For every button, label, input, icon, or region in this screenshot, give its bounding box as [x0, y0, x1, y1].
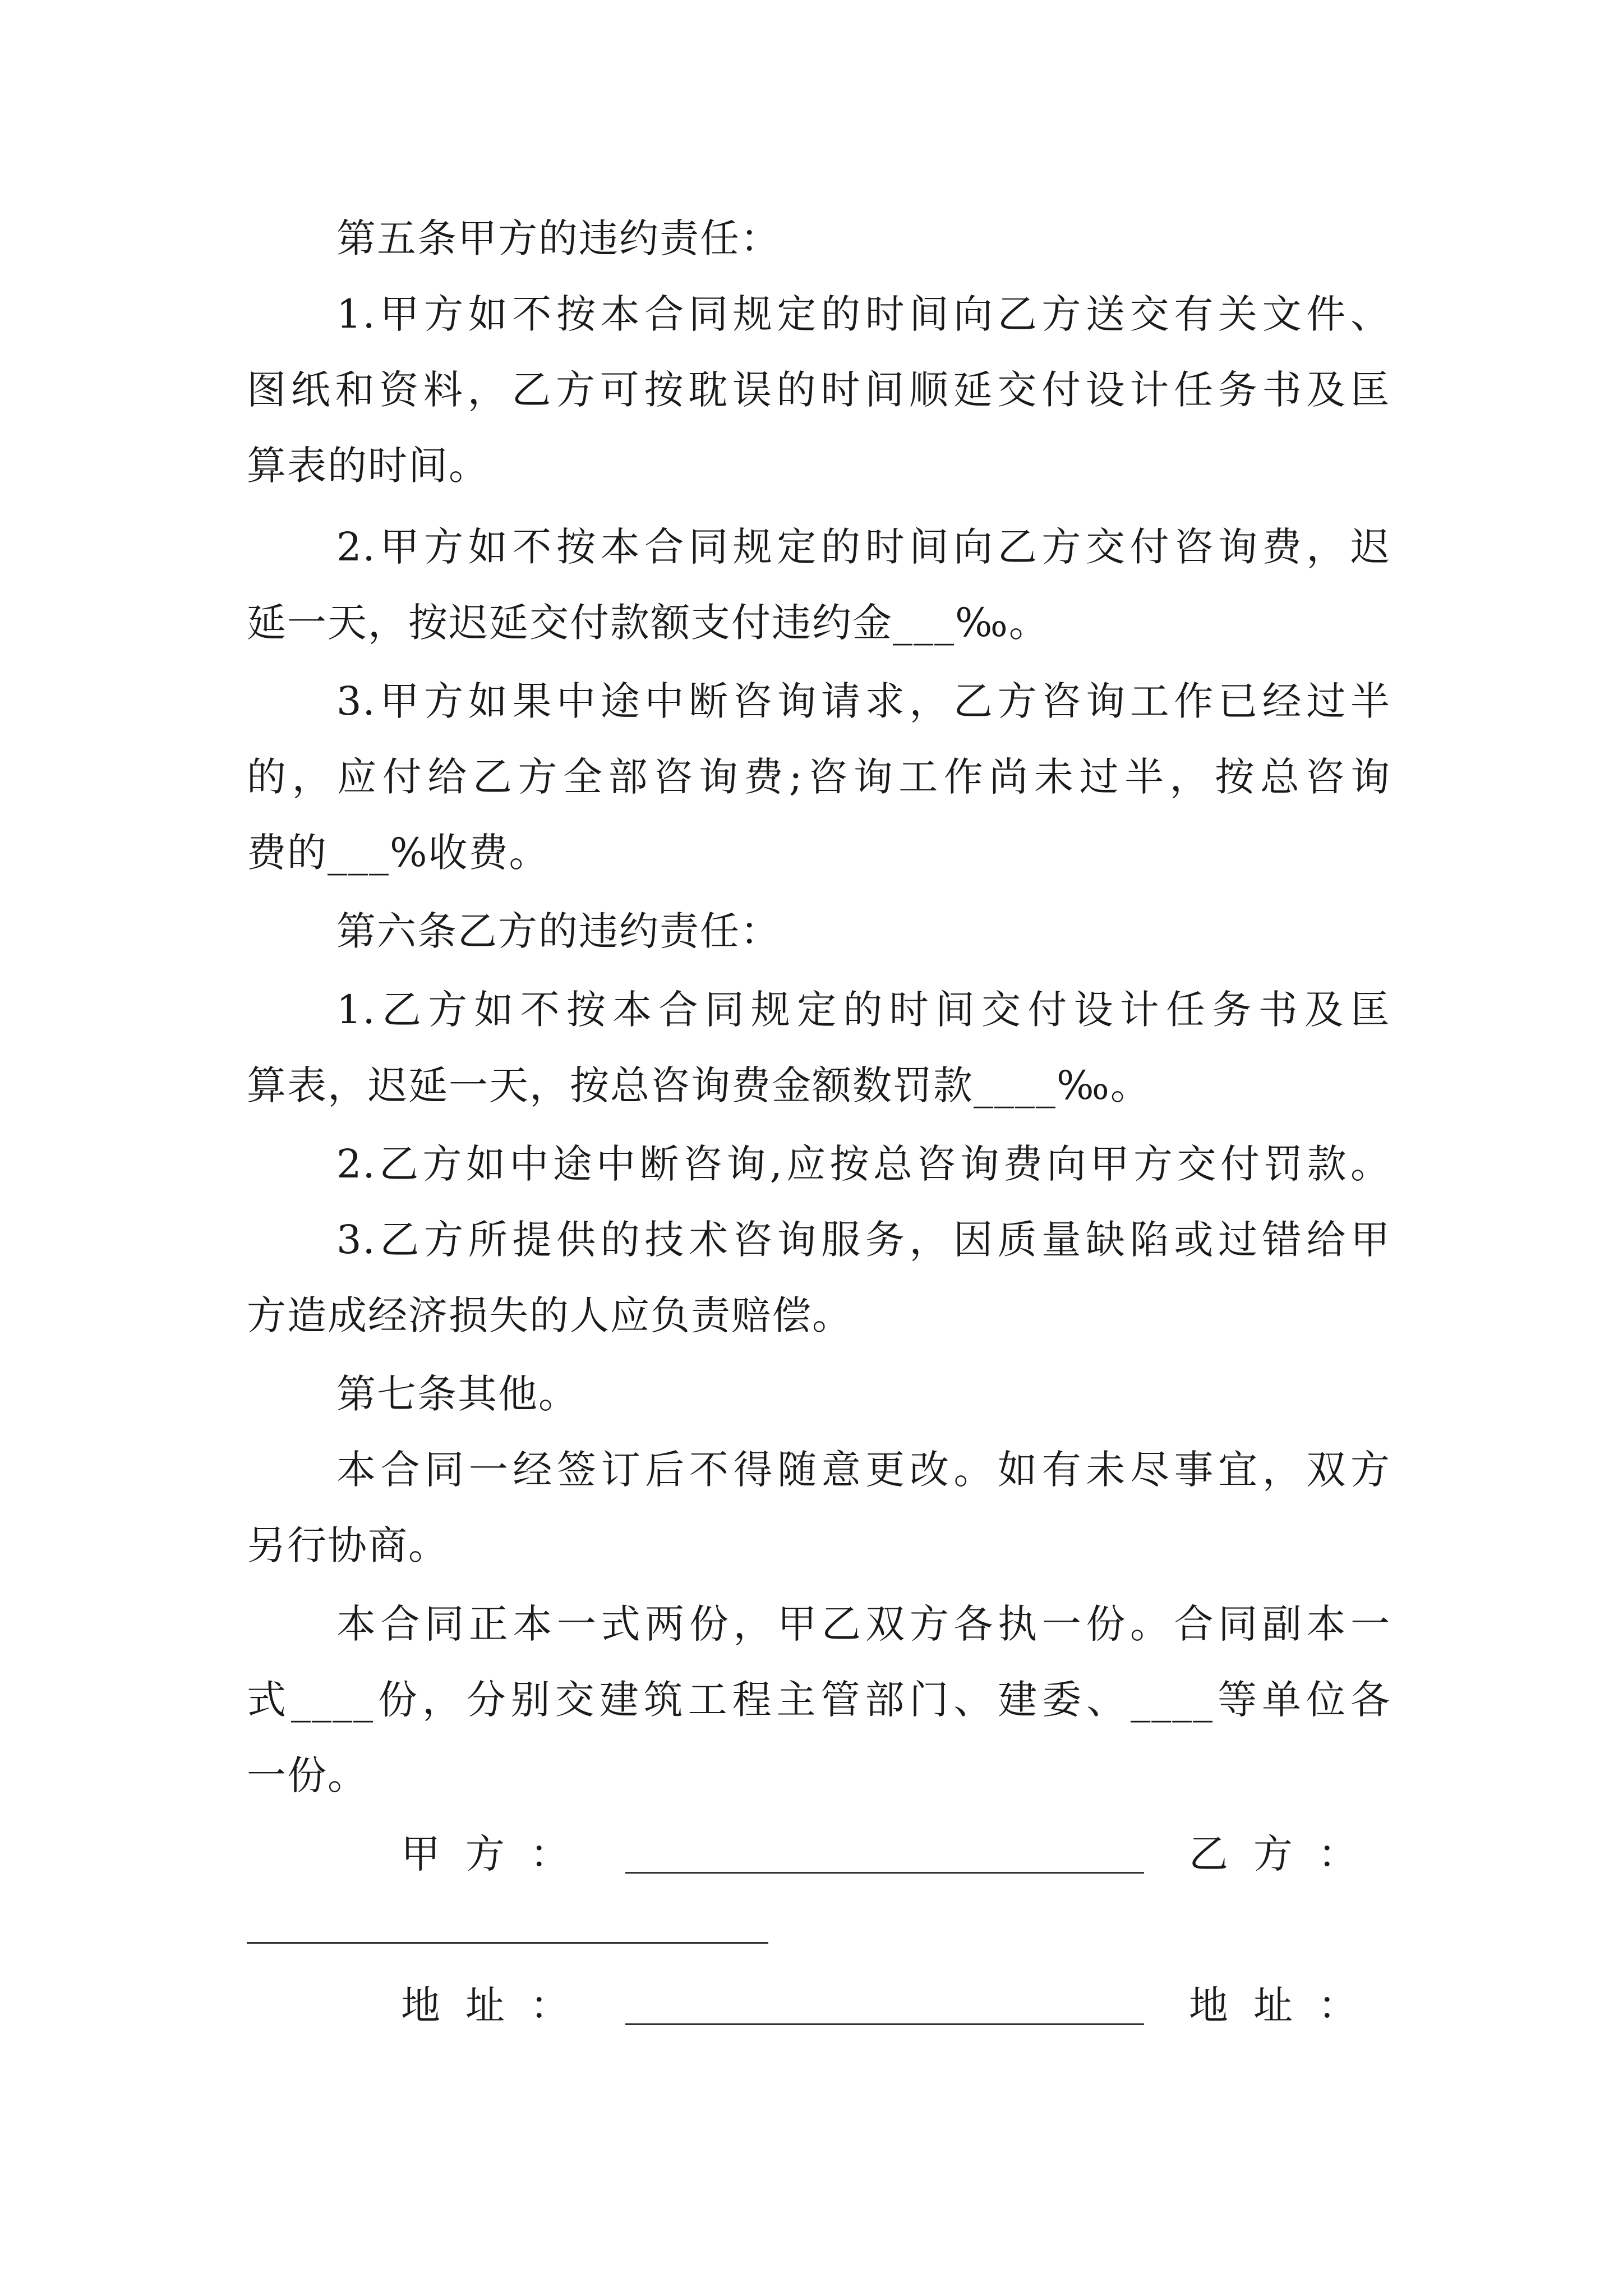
signature-row-parties [0, 1826, 1623, 1882]
article6-item1-line1: 1.乙方如不按本合同规定的时间交付设计任务书及匡 [336, 987, 1391, 1033]
article5-item2-line1: 2.甲方如不按本合同规定的时间向乙方交付咨询费，迟 [336, 524, 1391, 570]
article7-heading: 第七条其他。 [336, 1371, 579, 1417]
article7-para1-line2: 另行协商。 [247, 1522, 449, 1568]
address-b-label: 地址： [1189, 1982, 1357, 2028]
article5-item2-line2: 延一天，按迟延交付款额支付违约金___‰。 [247, 600, 1049, 646]
signature-row-addresses [0, 1977, 1623, 2033]
party-a-label: 甲方： [401, 1831, 569, 1877]
article5-item3-line1: 3.甲方如果中途中断咨询请求，乙方咨询工作已经过半 [336, 678, 1391, 724]
article6-item2-line1: 2.乙方如中途中断咨询,应按总咨询费向甲方交付罚款。 [336, 1141, 1391, 1187]
article5-item1-line2: 图纸和资料，乙方可按耽误的时间顺延交付设计任务书及匡 [247, 367, 1391, 413]
article5-item3-line2: 的，应付给乙方全部咨询费;咨询工作尚未过半，按总咨询 [247, 754, 1391, 800]
article7-para2-line1: 本合同正本一式两份，甲乙双方各执一份。合同副本一 [336, 1601, 1391, 1647]
article6-item1-line2: 算表，迟延一天，按总咨询费金额数罚款____‰。 [247, 1062, 1151, 1108]
article6-heading: 第六条乙方的违约责任： [336, 908, 781, 954]
party-b-signature-line [247, 1942, 768, 1944]
article5-heading: 第五条甲方的违约责任： [336, 215, 781, 261]
article6-item3-line2: 方造成经济损失的人应负责赔偿。 [247, 1292, 852, 1338]
article6-item3-line1: 3.乙方所提供的技术咨询服务，因质量缺陷或过错给甲 [336, 1217, 1391, 1263]
article7-para2-line2: 式____份，分别交建筑工程主管部门、建委、____等单位各 [247, 1677, 1391, 1723]
party-b-label: 乙方： [1189, 1831, 1357, 1877]
party-a-signature-line [625, 1872, 1144, 1874]
article5-item1-line3: 算表的时间。 [247, 443, 489, 489]
article7-para1-line1: 本合同一经签订后不得随意更改。如有未尽事宜，双方 [336, 1447, 1391, 1493]
article7-para2-line3: 一份。 [247, 1752, 368, 1798]
article5-item1-line1: 1.甲方如不按本合同规定的时间向乙方送交有关文件、 [336, 291, 1391, 337]
article5-item3-line3: 费的___%收费。 [247, 830, 550, 876]
address-a-line [625, 2023, 1144, 2025]
address-a-label: 地址： [401, 1982, 569, 2028]
